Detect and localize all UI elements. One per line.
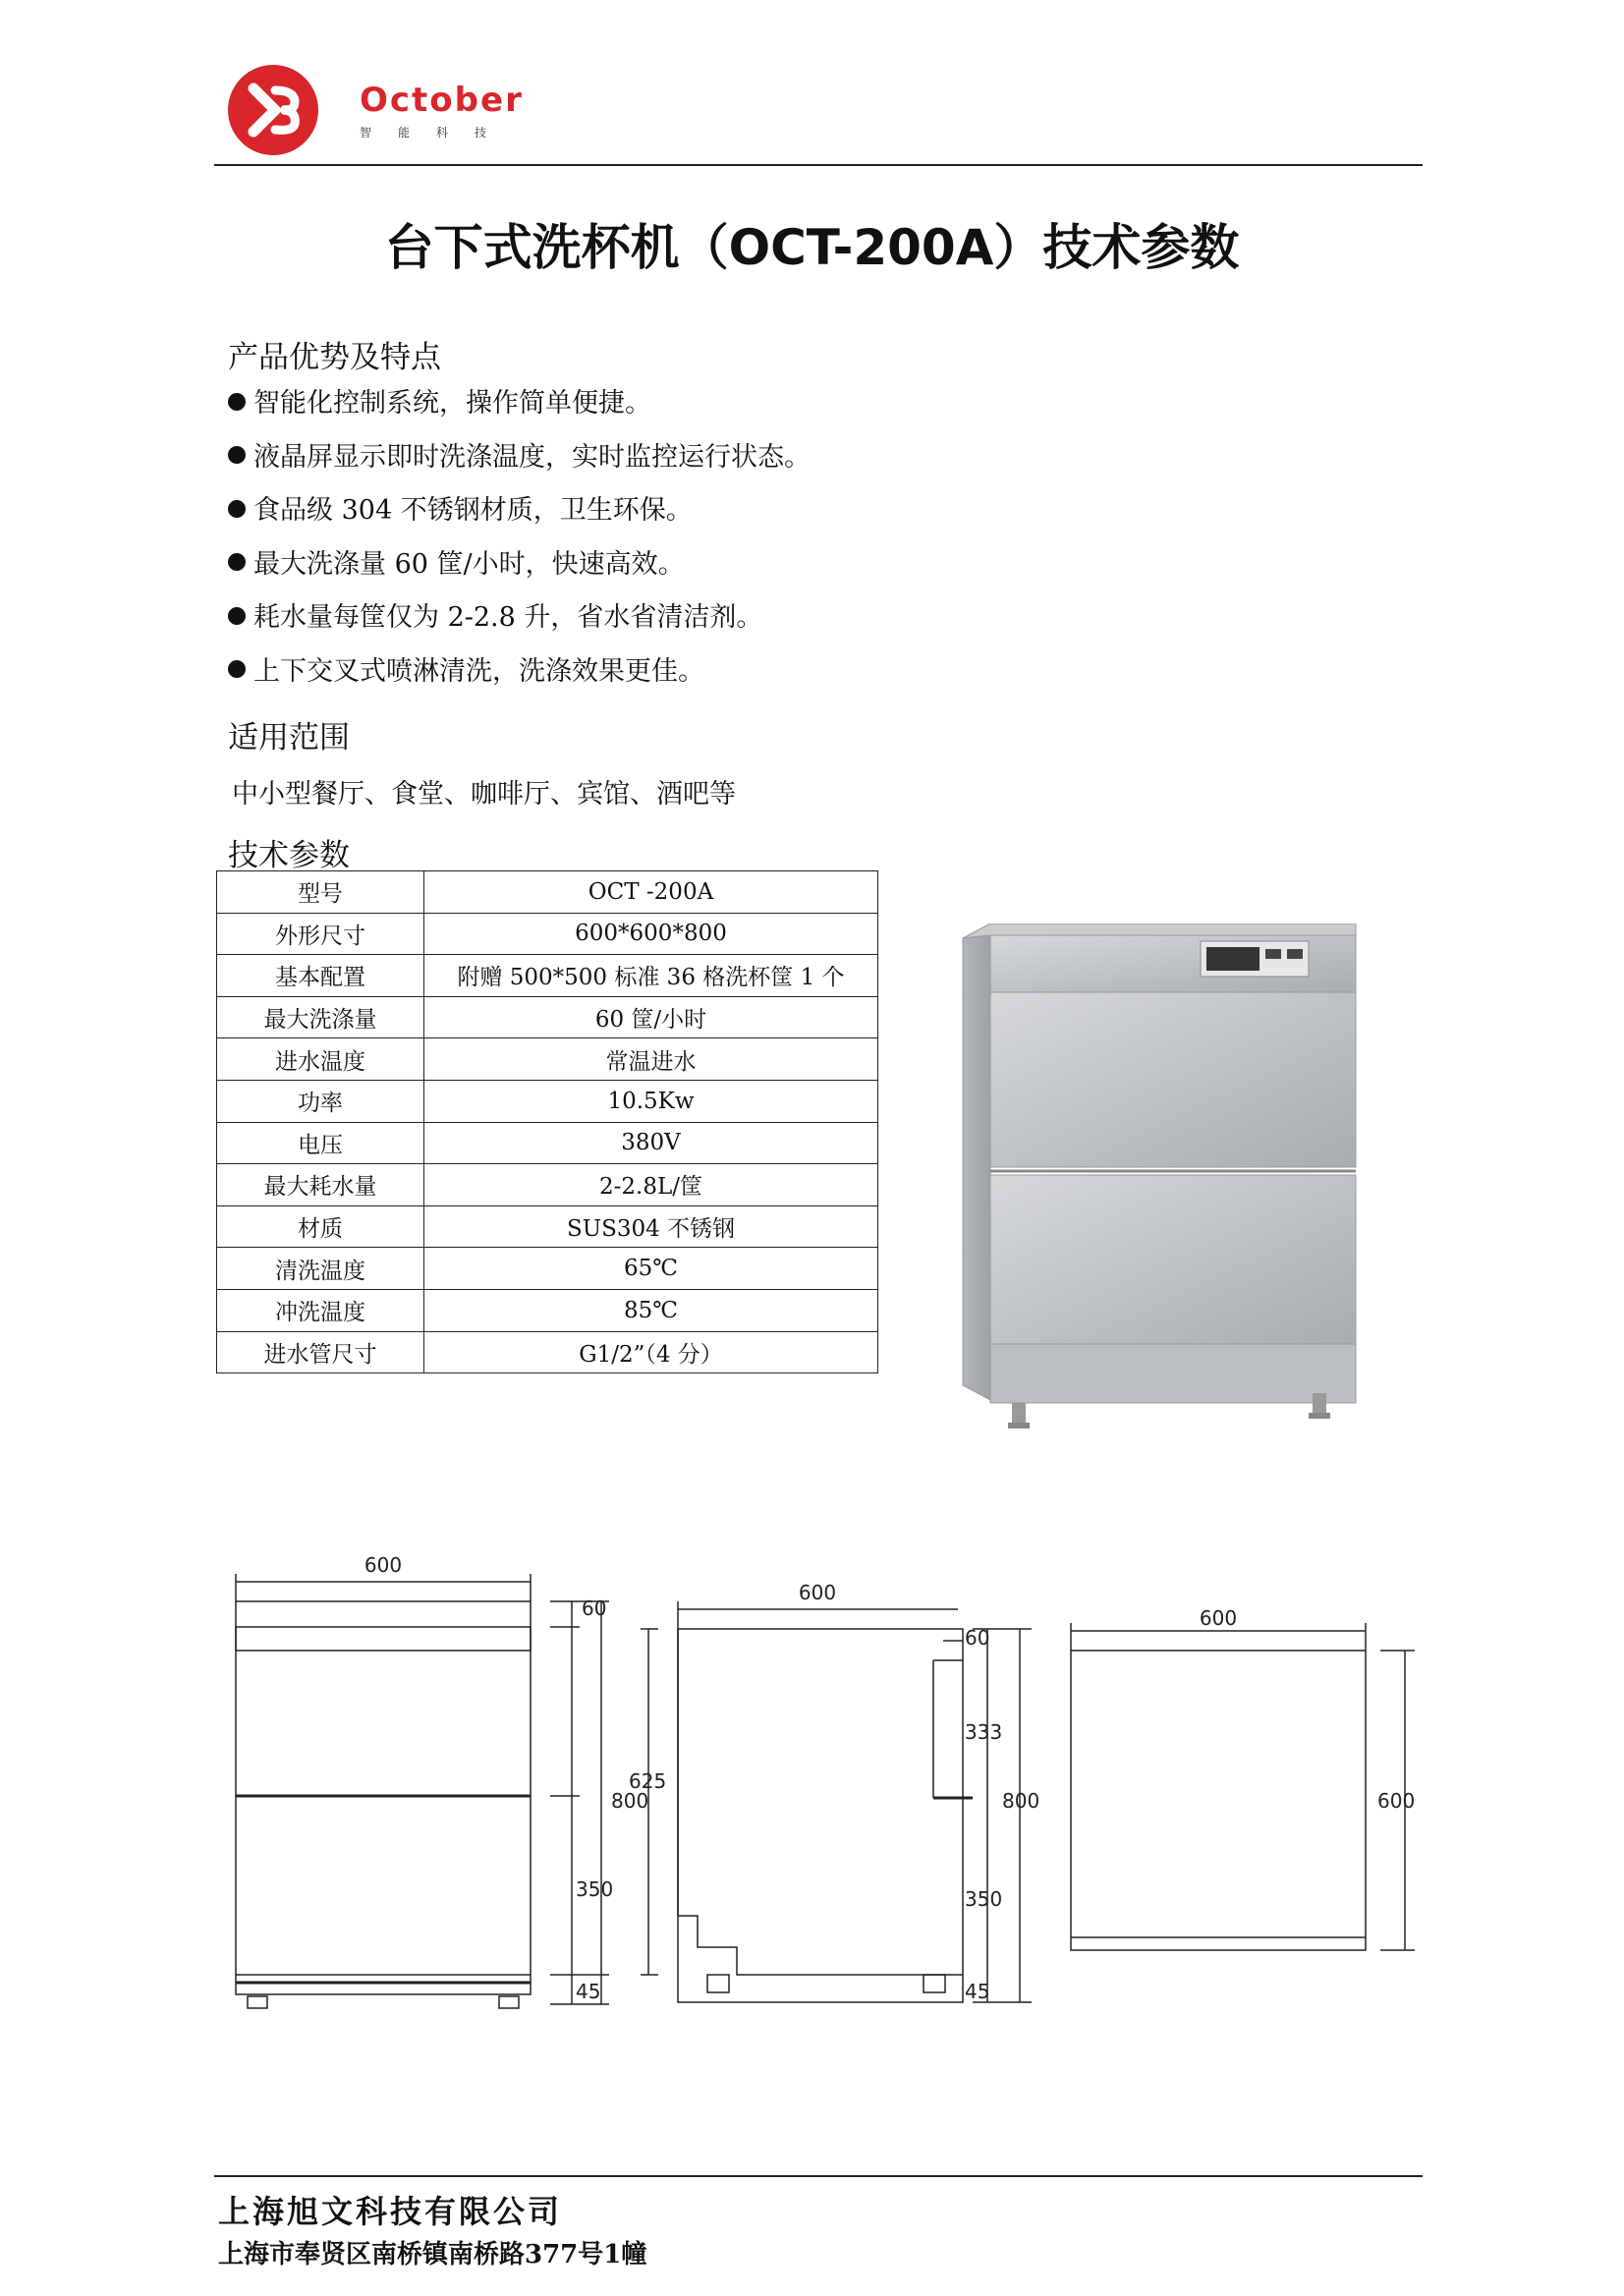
side-top-band-dim: 60: [965, 1626, 990, 1650]
table-row: [217, 1289, 878, 1331]
spec-key: 基本配置: [217, 955, 424, 997]
list-item: 食品级 304 不锈钢材质，卫生环保。: [228, 484, 811, 538]
specs-heading: 技术参数: [228, 838, 350, 873]
table-row: [217, 1248, 878, 1290]
spec-value: 85℃: [424, 1289, 878, 1331]
spec-key: 外形尺寸: [217, 913, 424, 955]
side-lower-dim: 350: [965, 1887, 1003, 1911]
list-item: 智能化控制系统，操作简单便捷。: [228, 377, 811, 431]
side-foot-dim: 45: [965, 1980, 990, 2003]
bullet-icon: [228, 393, 246, 411]
features-heading: 产品优势及特点: [228, 340, 441, 375]
table-row: [217, 955, 878, 997]
scope-text: 中小型餐厅、食堂、咖啡厅、宾馆、酒吧等: [232, 779, 736, 810]
spec-key: 型号: [217, 871, 424, 914]
table-row: [217, 1164, 878, 1206]
spec-value: SUS304 不锈钢: [424, 1205, 878, 1248]
spec-key: 进水管尺寸: [217, 1331, 424, 1373]
spec-value: G1/2”（4 分）: [424, 1331, 878, 1373]
side-depth-dim: 600: [798, 1581, 837, 1604]
table-row: [217, 913, 878, 955]
spec-key: 材质: [217, 1205, 424, 1248]
front-foot-dim: 45: [576, 1980, 601, 2003]
spec-key: 电压: [217, 1122, 424, 1164]
scope-heading: 适用范围: [228, 720, 350, 756]
table-row: [217, 1205, 878, 1248]
table-row: [217, 1080, 878, 1122]
spec-key: 最大洗涤量: [217, 996, 424, 1038]
spec-key: 进水温度: [217, 1038, 424, 1081]
bullet-icon: [228, 500, 246, 518]
front-top-band-dim: 60: [582, 1596, 607, 1620]
top-width-dim: 600: [1199, 1606, 1238, 1630]
table-row: [217, 1038, 878, 1081]
spec-key: 冲洗温度: [217, 1289, 424, 1331]
spec-value: 2-2.8L/筐: [424, 1164, 878, 1206]
table-row: [217, 1122, 878, 1164]
spec-value: 常温进水: [424, 1038, 878, 1081]
top-depth-dim: 600: [1377, 1789, 1416, 1813]
table-row: [217, 996, 878, 1038]
bullet-icon: [228, 446, 246, 464]
bullet-icon: [228, 607, 246, 625]
brand-subtitle: 智能科技: [360, 126, 514, 140]
table-row: [217, 871, 878, 914]
list-item: 液晶屏显示即时洗涤温度，实时监控运行状态。: [228, 431, 811, 485]
page-title: 台下式洗杯机（OCT-200A）技术参数: [384, 219, 1240, 276]
list-item: 上下交叉式喷淋清洗，洗涤效果更佳。: [228, 645, 811, 700]
features-list: [228, 377, 811, 699]
bullet-icon: [228, 660, 246, 678]
side-middle-dim: 333: [965, 1720, 1003, 1744]
spec-value: 附赠 500*500 标准 36 格洗杯筐 1 个: [424, 955, 878, 997]
side-height-dim: 800: [1002, 1789, 1040, 1813]
product-photo: [953, 924, 1366, 1444]
spec-value: OCT -200A: [424, 871, 878, 914]
side-body-dim: 625: [629, 1769, 667, 1793]
table-row: [217, 1331, 878, 1373]
list-item: 耗水量每筐仅为 2-2.8 升，省水省清洁剂。: [228, 591, 811, 645]
spec-value: 380V: [424, 1122, 878, 1164]
spec-value: 60 筐/小时: [424, 996, 878, 1038]
technical-drawings: [216, 1542, 1434, 2014]
brand-logo-icon: [224, 61, 322, 159]
brand-name: October: [360, 81, 524, 120]
spec-value: 65℃: [424, 1248, 878, 1290]
spec-value: 600*600*800: [424, 913, 878, 955]
spec-value: 10.5Kw: [424, 1080, 878, 1122]
footer-divider: [214, 2175, 1423, 2177]
header-divider: [214, 164, 1423, 166]
front-lower-dim: 350: [576, 1877, 614, 1901]
spec-table: [216, 870, 878, 1373]
spec-key: 清洗温度: [217, 1248, 424, 1290]
company-name: 上海旭文科技有限公司: [218, 2193, 563, 2230]
company-address: 上海市奉贤区南桥镇南桥路377号1幢: [218, 2240, 647, 2269]
front-height-dim: 800: [611, 1789, 649, 1813]
bullet-icon: [228, 553, 246, 571]
spec-key: 功率: [217, 1080, 424, 1122]
spec-key: 最大耗水量: [217, 1164, 424, 1206]
front-width-dim: 600: [364, 1553, 403, 1577]
list-item: 最大洗涤量 60 筐/小时，快速高效。: [228, 538, 811, 592]
